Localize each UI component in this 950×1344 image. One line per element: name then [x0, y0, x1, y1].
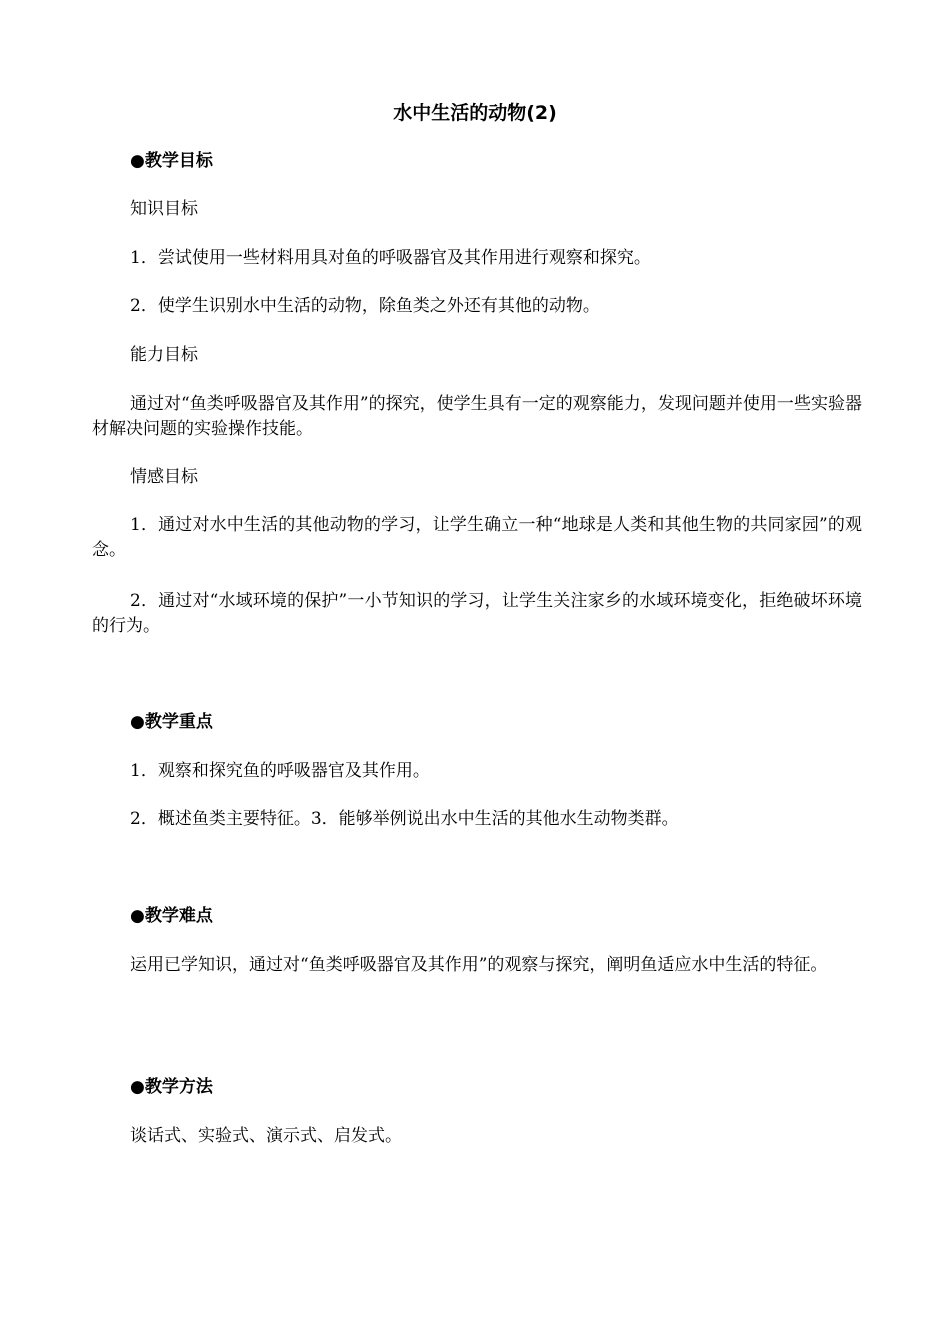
- ability-goals-paragraph: 通过对“鱼类呼吸器官及其作用”的探究，使学生具有一定的观察能力，发现问题并使用一些实验器材解决问题的实验操作技能。: [92, 394, 862, 439]
- section-heading-teaching-goals: ●教学目标: [130, 151, 213, 171]
- emotion-goal-item-2: 2．通过对“水域环境的保护”一小节知识的学习，让学生关注家乡的水域环境变化，拒绝破坏环境的行为。: [92, 591, 862, 636]
- section-heading-teaching-difficulty: ●教学难点: [130, 906, 213, 926]
- section-heading-teaching-focus: ●教学重点: [130, 712, 213, 732]
- knowledge-goals-label: 知识目标: [130, 199, 198, 219]
- section-heading-teaching-method: ●教学方法: [130, 1077, 213, 1097]
- ability-goals-label: 能力目标: [130, 345, 198, 365]
- emotion-goals-label: 情感目标: [130, 467, 198, 487]
- teaching-focus-item-1: 1．观察和探究鱼的呼吸器官及其作用。: [130, 761, 430, 781]
- knowledge-goal-item-1: 1．尝试使用一些材料用具对鱼的呼吸器官及其作用进行观察和探究。: [130, 248, 651, 268]
- teaching-method-text: 谈话式、实验式、演示式、启发式。: [130, 1126, 402, 1146]
- knowledge-goal-item-2: 2．使学生识别水中生活的动物，除鱼类之外还有其他的动物。: [130, 296, 600, 316]
- emotion-goal-item-1: 1．通过对水中生活的其他动物的学习，让学生确立一种“地球是人类和其他生物的共同家园”的观念。: [92, 515, 862, 560]
- teaching-focus-item-2: 2．概述鱼类主要特征。3．能够举例说出水中生活的其他水生动物类群。: [130, 809, 679, 829]
- teaching-difficulty-paragraph: 运用已学知识，通过对“鱼类呼吸器官及其作用”的观察与探究，阐明鱼适应水中生活的特征。: [130, 955, 828, 975]
- document-title: 水中生活的动物(2): [393, 102, 557, 124]
